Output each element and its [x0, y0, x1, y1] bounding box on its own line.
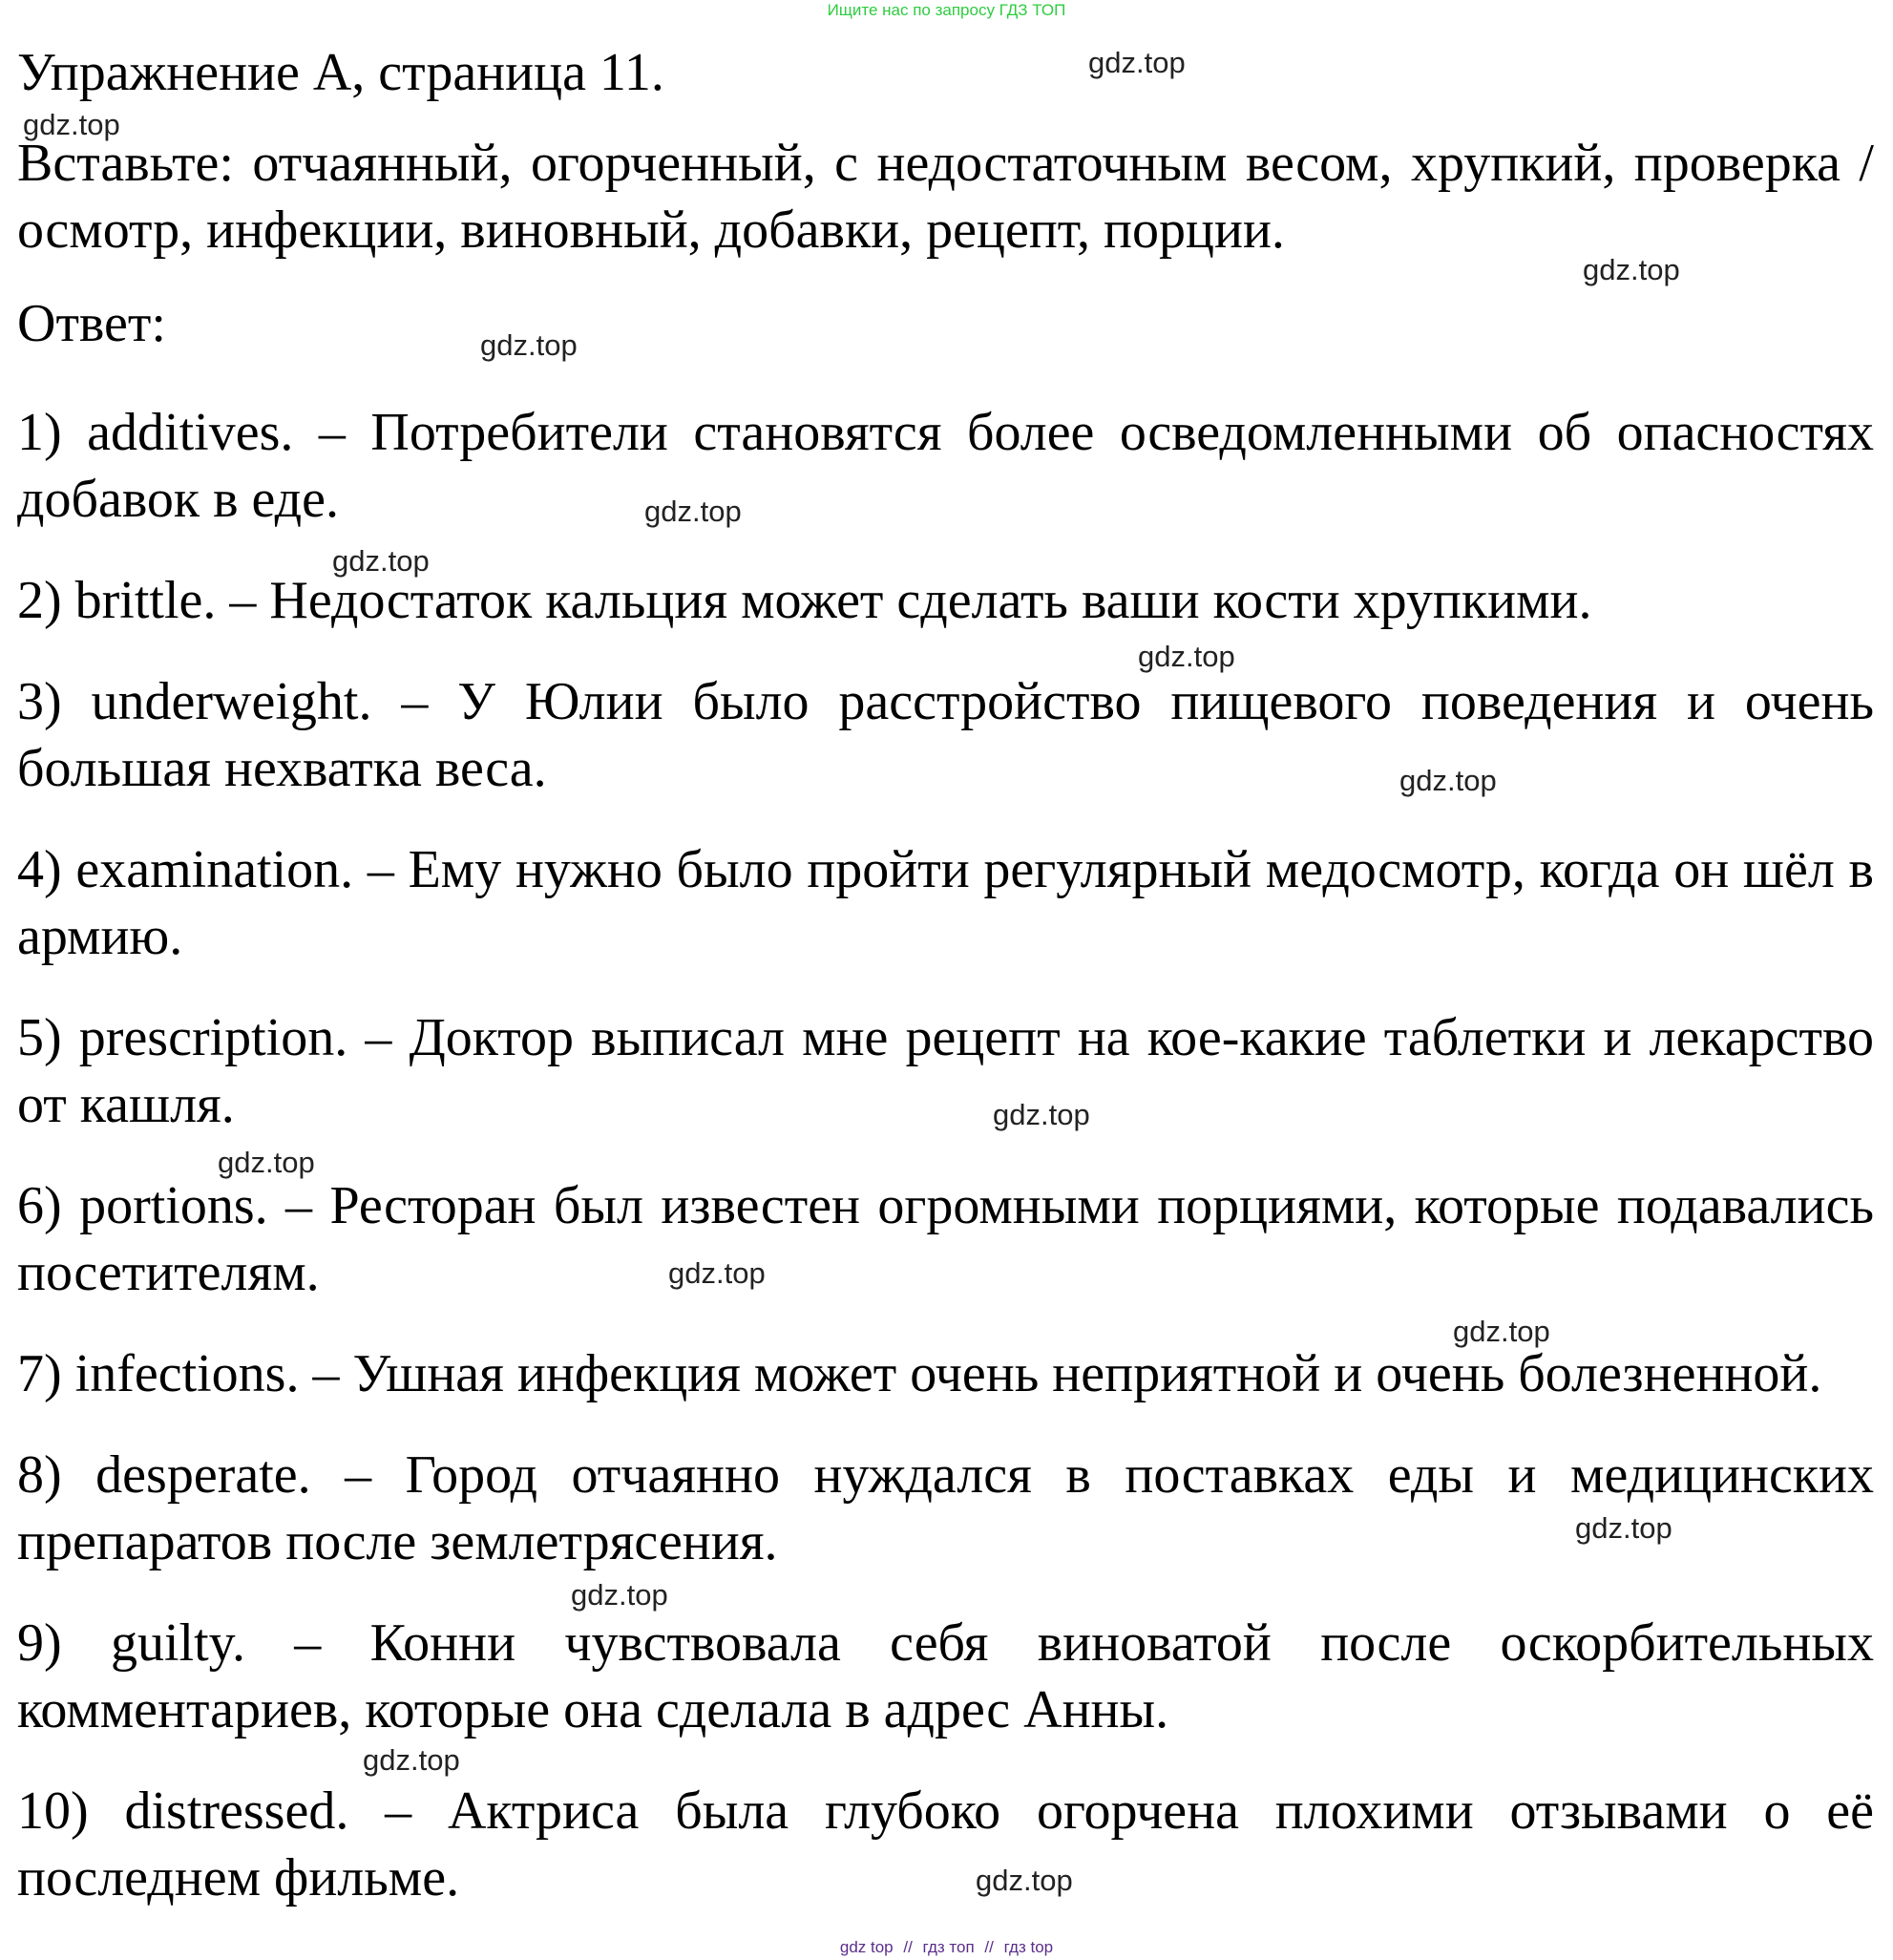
- answer-item-6: 6) portions. – Ресторан был известен огромными порциями, которые подавались посетителям.: [17, 1176, 1874, 1302]
- watermark: gdz.top: [668, 1256, 766, 1290]
- watermark: gdz.top: [1088, 46, 1186, 79]
- watermark: gdz.top: [1399, 764, 1497, 797]
- watermark: gdz.top: [644, 495, 742, 528]
- watermark: gdz.top: [993, 1098, 1090, 1131]
- watermark: gdz.top: [23, 108, 120, 141]
- answer-item-3: 3) underweight. – У Юлии было расстройство пищевого поведения и очень большая нехватка веса.: [17, 672, 1874, 798]
- watermark: gdz.top: [1453, 1315, 1550, 1348]
- answer-item-2: 2) brittle. – Недостаток кальция может сделать ваши кости хрупкими.: [17, 571, 1592, 630]
- watermark: gdz.top: [480, 328, 578, 362]
- answer-item-8: 8) desperate. – Город отчаянно нуждался в поставках еды и медицинских препаратов после землетрясения.: [17, 1445, 1874, 1571]
- footer-link[interactable]: гдз top: [1003, 1938, 1054, 1956]
- exercise-title: Упражнение А, страница 11.: [17, 43, 664, 102]
- answer-label: Ответ:: [17, 294, 166, 353]
- watermark: gdz.top: [976, 1864, 1073, 1897]
- answer-item-10: 10) distressed. – Актриса была глубоко огорчена плохими отзывами о её последнем фильме.: [17, 1781, 1874, 1907]
- document-body: [17, 38, 1874, 1946]
- watermark: gdz.top: [363, 1743, 460, 1777]
- answer-item-5: 5) prescription. – Доктор выписал мне рецепт на кое-какие таблетки и лекарство от кашля.: [17, 1008, 1874, 1134]
- footer-link[interactable]: гдз топ: [922, 1938, 975, 1956]
- watermark: gdz.top: [1138, 640, 1235, 673]
- watermark: gdz.top: [1575, 1511, 1672, 1545]
- answer-item-9: 9) guilty. – Конни чувствовала себя виноватой после оскорбительных комментариев, которые она сделала в адрес Анны.: [17, 1613, 1874, 1739]
- answer-item-7: 7) infections. – Ушная инфекция может очень неприятной и очень болезненной.: [17, 1344, 1822, 1403]
- top-banner[interactable]: Ищите нас по запросу ГДЗ ТОП: [827, 1, 1066, 19]
- footer-separator: //: [984, 1938, 994, 1956]
- watermark: gdz.top: [1583, 253, 1680, 286]
- footer-links: [0, 1937, 1893, 1958]
- answer-item-4: 4) examination. – Ему нужно было пройти регулярный медосмотр, когда он шёл в армию.: [17, 840, 1874, 966]
- watermark: gdz.top: [218, 1146, 315, 1179]
- watermark: gdz.top: [571, 1578, 668, 1612]
- instruction-text: Вставьте: отчаянный, огорченный, с недостаточным весом, хрупкий, проверка / осмотр, инфекции, виновный, добавки, рецепт, порции.: [17, 134, 1874, 260]
- footer-link[interactable]: gdz top: [839, 1938, 894, 1956]
- footer-separator: //: [903, 1938, 913, 1956]
- watermark: gdz.top: [332, 544, 430, 578]
- answer-item-1: 1) additives. – Потребители становятся более осведомленными об опасностях добавок в еде.: [17, 403, 1874, 529]
